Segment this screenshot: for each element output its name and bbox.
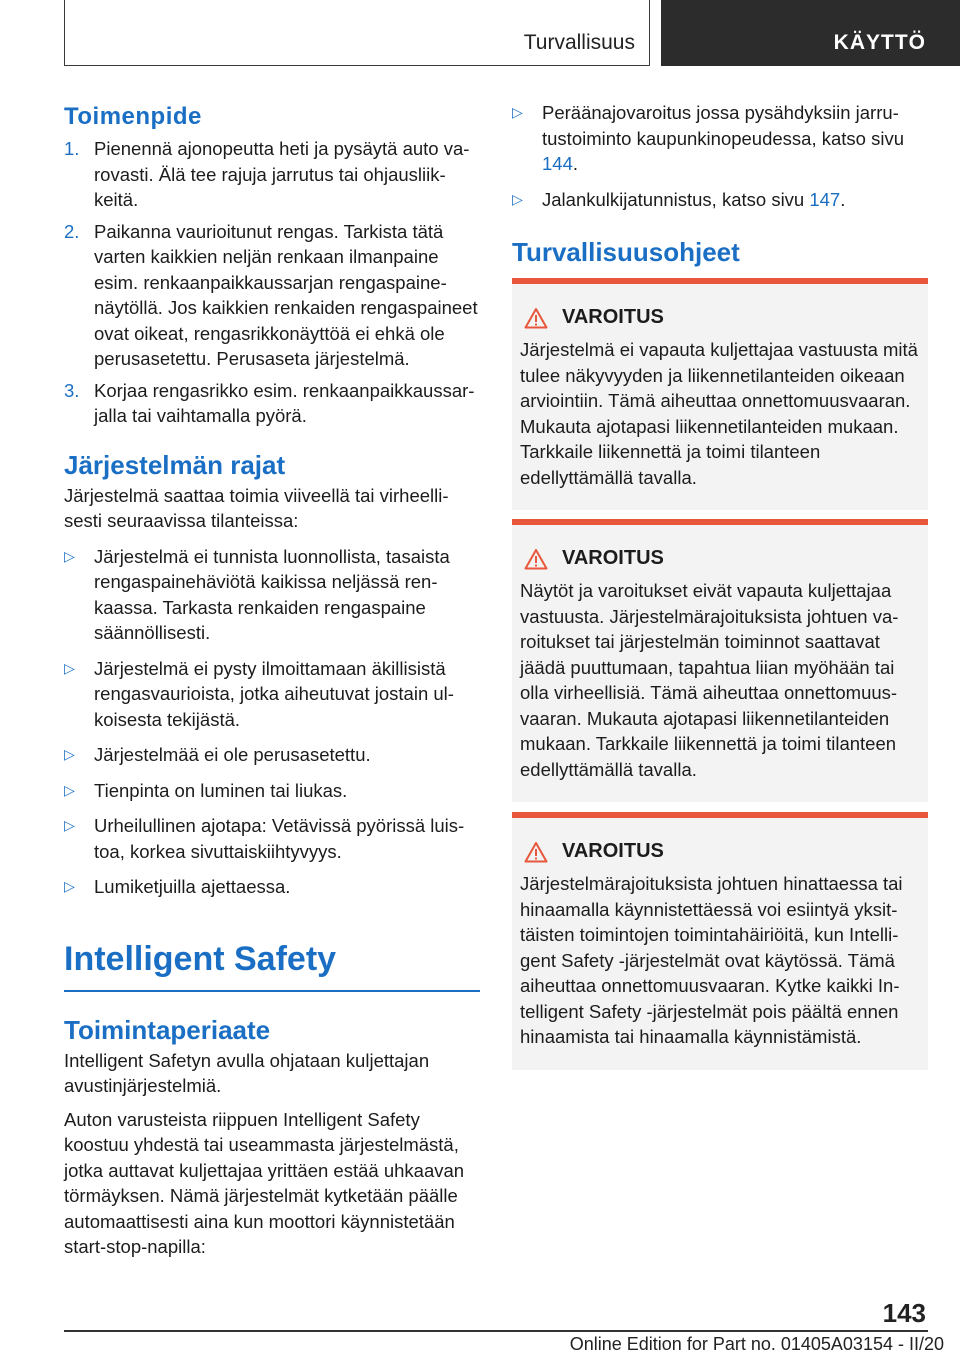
list-item — [64, 874, 480, 900]
list-item — [512, 100, 928, 177]
triangle-bullet-icon: ▷ — [64, 746, 75, 762]
triangle-bullet-icon: ▷ — [64, 817, 75, 833]
list-item-text: Urheilullinen ajotapa: Vetävissä pyörissä luistoa, korkea sivuttaiskiihtyvyys. — [94, 815, 465, 862]
heading-intelligent-safety: Intelligent Safety — [64, 936, 480, 992]
step-text: Pienennä ajonopeutta heti ja pysäytä auto varovasti. Älä tee rajuja jarrutus tai ohjausliikkeitä. — [94, 138, 470, 210]
triangle-bullet-icon: ▷ — [64, 659, 75, 676]
step-text: Korjaa rengasrikko esim. renkaanpaikkaussarjalla tai vaihtamalla pyörä. — [94, 379, 475, 426]
footer-edition: Online Edition for Part no. 01405A03154 - II/20 — [569, 1334, 944, 1354]
systems-list — [512, 100, 928, 212]
page-number: 143 — [882, 1298, 926, 1328]
list-item — [512, 187, 928, 213]
list-item-text: Jalankulkijatunnistus, katso sivu — [542, 188, 810, 210]
step-item — [64, 136, 480, 213]
list-item-text-end: . — [840, 188, 846, 210]
rajat-list — [64, 544, 480, 900]
heading-toimintaperiaate: Toimintaperiaate — [64, 1014, 271, 1045]
list-item-text: Järjestelmä ei tunnista luonnollista, tasaista rengaspainehäviötä kaikissa neljässä renkaassa. Tarkasta renkaiden rengaspaine säännöllisesti. — [94, 545, 450, 643]
warning-title-text: VAROITUS — [562, 306, 664, 328]
rajat-intro: Järjestelmä saattaa toimia viiveellä tai virheellisesti seuraavissa tilanteissa: — [64, 484, 449, 531]
list-item — [64, 778, 480, 804]
step-text: Paikanna vaurioitunut rengas. Tarkista tätä varten kaikkien neljän renkaan ilmanpaine esim. renkaanpaikkaussarjan rengaspainenäytöllä. Jos kaikkien renkaiden rengaspaineet ovat oikeat, rengasrikkonäyttöä ei ehkä ole perusasetettu. Perusaseta järjestelmä. — [94, 220, 478, 369]
warning-box — [512, 812, 928, 1070]
paragraph-description: Auton varusteista riippuen Intelligent Safety koostuu yhdestä tai useammasta järjestelmästä, jotka auttavat kuljettajaa yrittäen estää uhkaavan törmäyksen. Nämä järjestelmät kytketään päälle automaattisesti aina kun moottori käynnistetään start-stop-napilla: — [64, 1108, 465, 1257]
triangle-bullet-icon: ▷ — [512, 104, 523, 120]
warning-title-text: VAROITUS — [562, 547, 664, 569]
warning-box — [512, 278, 928, 510]
warning-triangle-icon — [524, 841, 548, 863]
right-column — [512, 100, 928, 270]
list-item-text: Järjestelmää ei ole perusasetettu. — [94, 744, 371, 765]
paragraph-intro: Intelligent Safetyn avulla ohjataan kuljettajan avustinjärjestelmiä. — [64, 1049, 430, 1096]
warning-title — [520, 840, 920, 863]
heading-turvallisuusohjeet: Turvallisuusohjeet — [512, 237, 740, 267]
warning-title-text: VAROITUS — [562, 840, 664, 862]
triangle-bullet-icon: ▷ — [512, 190, 523, 207]
header-chapter-label: KÄYTTÖ — [833, 31, 926, 54]
heading-toimenpide: Toimenpide — [64, 103, 202, 130]
steps-list — [64, 136, 480, 429]
warning-triangle-icon — [524, 307, 548, 329]
warning-triangle-icon — [524, 548, 548, 570]
list-item — [64, 656, 480, 733]
triangle-bullet-icon: ▷ — [64, 781, 75, 798]
step-number: 3. — [64, 379, 80, 401]
warning-title — [520, 547, 920, 570]
list-item-text: Peräänajovaroitus jossa pysähdyksiin jarrutustoiminto kaupunkinopeudessa, katso sivu — [542, 102, 904, 149]
heading-jarjestelman-rajat: Järjestelmän rajat — [64, 449, 286, 480]
header-chapter-tab — [661, 0, 960, 66]
step-number: 1. — [64, 138, 80, 159]
header-section-title: Turvallisuus — [523, 31, 635, 54]
triangle-bullet-icon: ▷ — [64, 878, 75, 894]
triangle-bullet-icon: ▷ — [64, 547, 75, 564]
step-item — [64, 219, 480, 372]
warning-title — [520, 306, 920, 329]
page-reference-link[interactable]: 144 — [542, 153, 573, 174]
list-item-text: Lumiketjuilla ajettaessa. — [94, 876, 291, 897]
step-item — [64, 378, 480, 429]
list-item — [64, 742, 480, 768]
warning-text: Järjestelmärajoituksista johtuen hinattaessa tai hinaamalla käynnistettäessä voi esiintyä yksittäisten toimintojen toimintahäiriöitä, kun Intelligent Safety -järjestelmät ovat käytössä. Tämä aiheuttaa onnettomuusvaaran. Kytke kaikki Intelligent Safety -järjestelmät pois päältä ennen hinaamista tai hinaamalla käynnistämistä. — [520, 873, 903, 1047]
warning-text: Näytöt ja varoitukset eivät vapauta kuljettajaa vastuusta. Järjestelmärajoituksista johtuen varoitukset tai järjestelmän toiminnot saattavat jäädä puuttumaan, tapahtua liian myöhään tai olla virheellisiä. Tämä aiheuttaa onnettomuusvaaran. Mukauta ajotapasi liikennetilanteiden mukaan. Tarkkaile liikennettä ja toimi tilanteen edellyttämällä tavalla. — [520, 580, 899, 780]
warning-text: Järjestelmä ei vapauta kuljettajaa vastuusta mitä tulee näkyvyyden ja liikennetilanteiden oikeaan arviointiin. Tämä aiheuttaa onnettomuusvaaran. Mukauta ajotapasi liikennetilanteiden mukaan. Tarkkaile liikennettä ja toimi tilanteen edellyttämällä tavalla. — [520, 339, 918, 488]
warning-box — [512, 519, 928, 802]
list-item-text: Tienpinta on luminen tai liukas. — [94, 779, 348, 801]
list-item-text: Järjestelmä ei pysty ilmoittamaan äkillisistä rengasvaurioista, jotka aiheutuvat jostain ulkoisesta tekijästä. — [94, 657, 454, 730]
left-column — [64, 100, 480, 1260]
page-reference-link[interactable]: 147 — [809, 188, 841, 210]
list-item — [64, 544, 480, 646]
list-item — [64, 813, 480, 864]
step-number: 2. — [64, 220, 80, 242]
footer-rule — [64, 1330, 928, 1332]
list-item-text-end: . — [572, 153, 579, 174]
